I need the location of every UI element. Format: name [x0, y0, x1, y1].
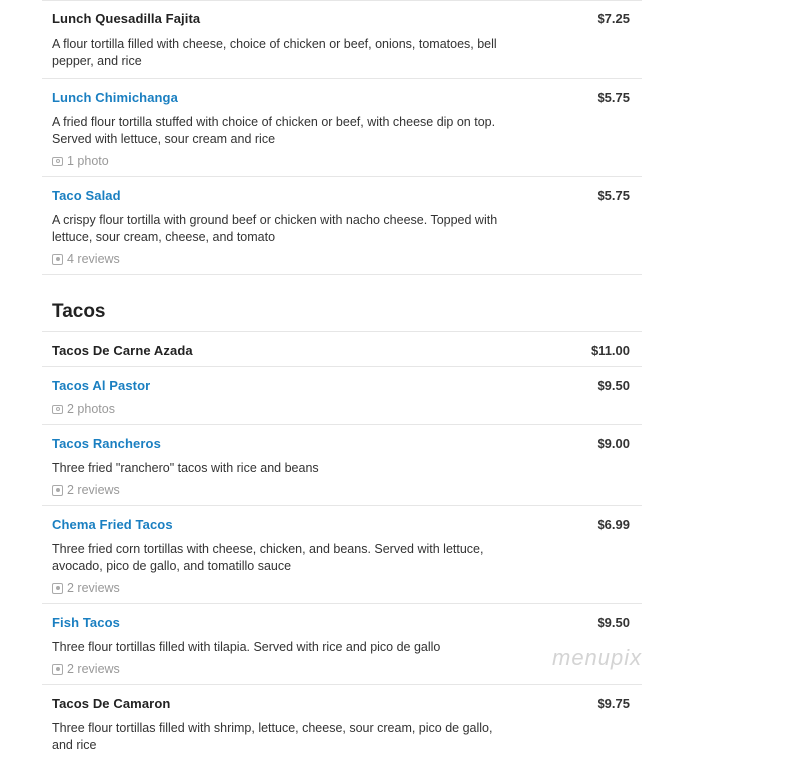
reviews-count: 2 reviews	[67, 662, 120, 676]
camera-icon	[52, 405, 63, 414]
menu-item	[42, 332, 642, 367]
review-icon	[52, 485, 63, 496]
item-description: Three fried "ranchero" tacos with rice and beans	[52, 461, 319, 475]
item-description: Three flour tortillas filled with tilapia. Served with rice and pico de gallo	[52, 640, 441, 654]
menu-item	[42, 0, 642, 79]
reviews-count: 2 reviews	[67, 581, 120, 595]
item-description: Three fried corn tortillas with cheese, chicken, and beans. Served with lettuce, avocado, pico de gallo, and tomatillo sauce	[52, 542, 484, 573]
reviews-link[interactable]	[52, 581, 632, 595]
item-price: $9.50	[597, 378, 630, 393]
photos-link[interactable]	[52, 402, 632, 416]
item-price: $9.00	[597, 436, 630, 451]
item-name-link[interactable]: Tacos Al Pastor	[52, 378, 151, 393]
item-price: $7.25	[597, 11, 630, 26]
reviews-count: 4 reviews	[67, 252, 120, 266]
item-price: $11.00	[590, 343, 630, 358]
menu-item	[42, 685, 642, 762]
item-name: Tacos De Carne Azada	[52, 343, 193, 358]
item-name: Tacos De Camaron	[52, 696, 171, 711]
item-description: A flour tortilla filled with cheese, choice of chicken or beef, onions, tomatoes, bell pepper, and rice	[52, 37, 497, 68]
menu-item	[42, 506, 642, 604]
item-description: Three flour tortillas filled with shrimp, lettuce, cheese, sour cream, pico de gallo, and rice	[52, 721, 493, 752]
reviews-count: 2 reviews	[67, 483, 120, 497]
photos-count: 2 photos	[67, 402, 115, 416]
menu-item	[42, 177, 642, 275]
reviews-link[interactable]	[52, 252, 632, 266]
item-description: A crispy flour tortilla with ground beef or chicken with nacho cheese. Topped with lettuce, sour cream, cheese, and tomato	[52, 213, 498, 244]
section-title: Tacos	[42, 275, 642, 332]
item-price: $9.50	[597, 615, 630, 630]
item-name-link[interactable]: Lunch Chimichanga	[52, 90, 178, 105]
photos-link[interactable]	[52, 154, 632, 168]
item-price: $9.75	[597, 696, 630, 711]
item-name: Lunch Quesadilla Fajita	[52, 11, 201, 26]
reviews-link[interactable]	[52, 483, 632, 497]
watermark-logo: menupix	[552, 645, 643, 670]
item-price: $5.75	[597, 90, 630, 105]
menu-item	[42, 425, 642, 506]
review-icon	[52, 583, 63, 594]
item-name-link[interactable]: Fish Tacos	[52, 615, 120, 630]
item-description: A fried flour tortilla stuffed with choice of chicken or beef, with cheese dip on top. Served with lettuce, sour cream and rice	[52, 115, 496, 146]
item-name-link[interactable]: Taco Salad	[52, 188, 121, 203]
menu-item	[42, 367, 642, 425]
item-price: $6.99	[597, 517, 630, 532]
photos-count: 1 photo	[67, 154, 109, 168]
menu-item	[42, 79, 642, 177]
camera-icon	[52, 157, 63, 166]
item-name-link[interactable]: Tacos Rancheros	[52, 436, 161, 451]
review-icon	[52, 254, 63, 265]
review-icon	[52, 664, 63, 675]
item-name-link[interactable]: Chema Fried Tacos	[52, 517, 173, 532]
item-price: $5.75	[597, 188, 630, 203]
reviews-link[interactable]	[52, 662, 632, 676]
